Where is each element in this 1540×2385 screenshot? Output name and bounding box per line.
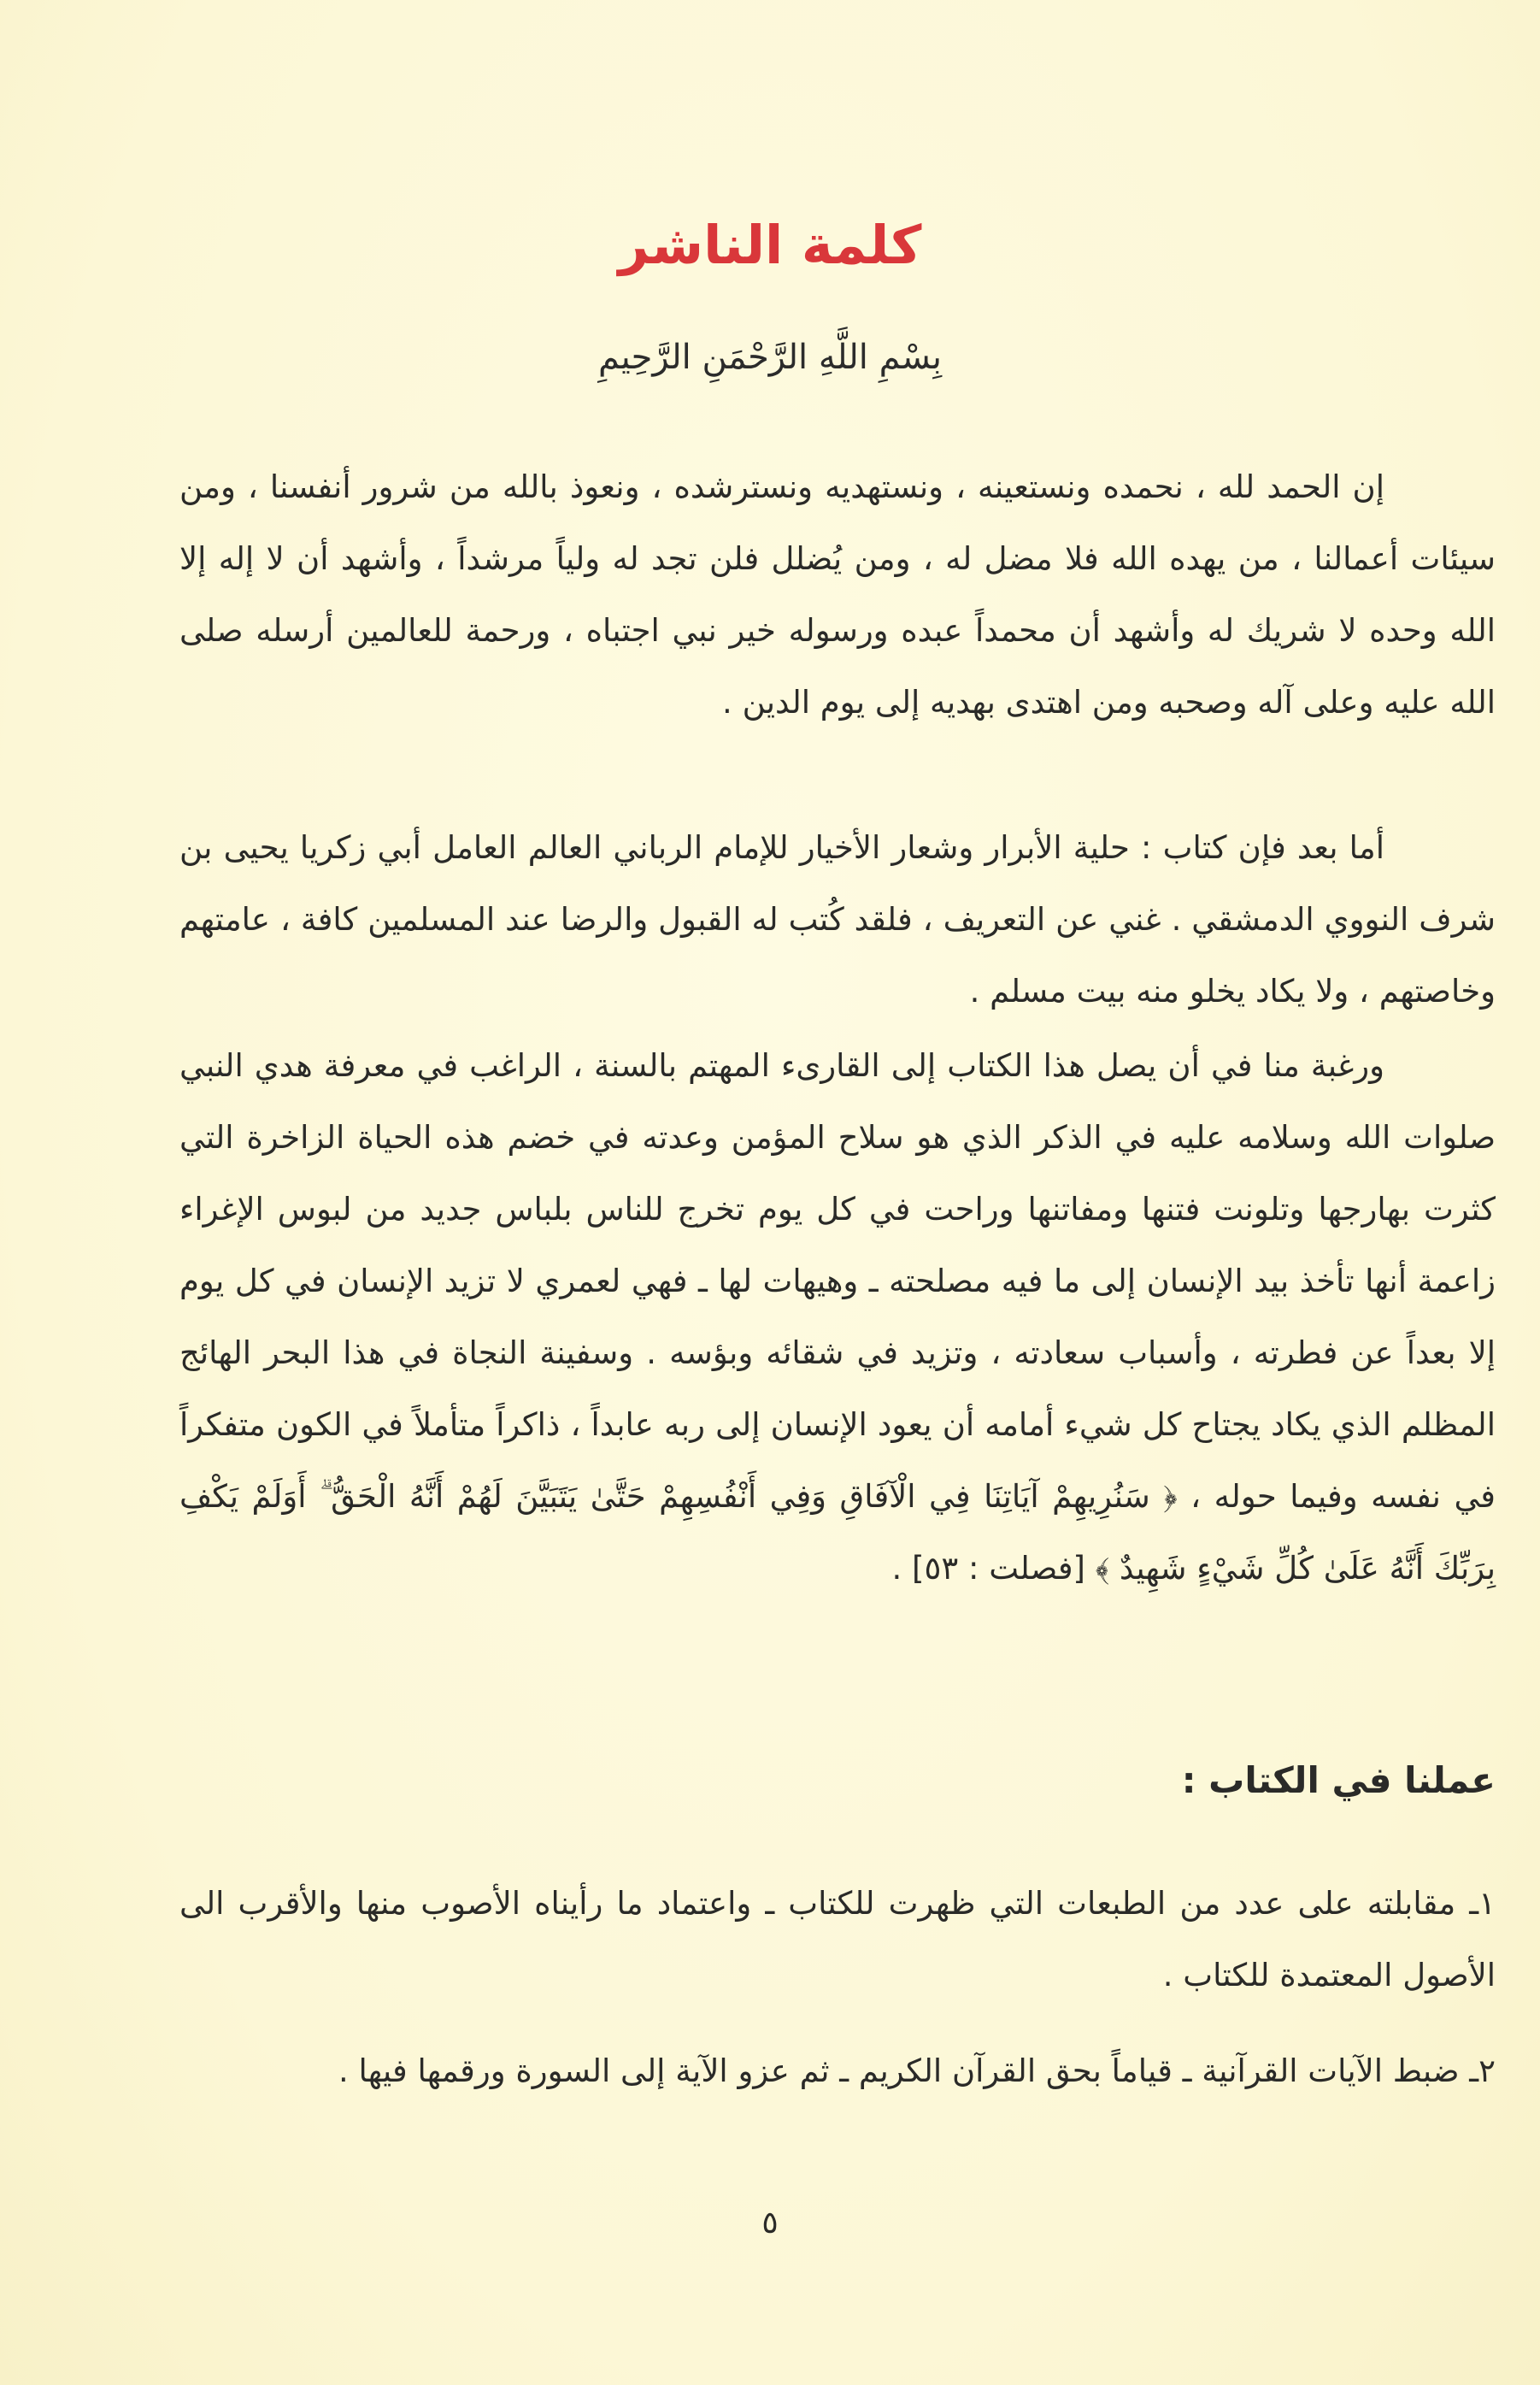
list-item: ٢ـ ضبط الآيات القرآنية ـ قياماً بحق القرآن الكريم ـ ثم عزو الآية إلى السورة ورقمها فيها .: [338, 2052, 1496, 2089]
list-item: ١ـ مقابلته على عدد من الطبعات التي ظهرت للكتاب ـ واعتماد ما رأيناه الأصوب منها والأقرب الى الأصول المعتمدة للكتاب .: [179, 1885, 1496, 1993]
paragraph-intro: [179, 451, 1496, 739]
paragraph-motivation: [179, 1030, 1496, 1605]
paragraph-body: ورغبة منا في أن يصل هذا الكتاب إلى القارىء المهتم بالسنة ، الراغب في معرفة هدي النبي صلوات الله وسلامه عليه في الذكر الذي هو سلاح المؤمن وعدته في خضم هذه الحياة الزاخرة التي كثرت بهارجها وتلونت فتنها ومفاتنها وراحت في كل يوم تخرج للناس بلباس جديد من لبوس الإغراء زاعمة أنها تأخذ بيد الإنسان إلى ما فيه مصلحته ـ وهيهات لها ـ فهي لعمري لا تزيد الإنسان في كل يوم إلا بعداً عن فطرته ، وأسباب سعادته ، وتزيد في شقائه وبؤسه . وسفينة النجاة في هذا البحر الهائج المظلم الذي يكاد يجتاح كل شيء أمامه أن يعود الإنسان إلى ربه عابداً ، ذاكراً متأملاً في الكون متفكراً في نفسه وفيما حوله ،: [179, 1047, 1496, 1515]
paragraph-book-intro: [179, 812, 1496, 1028]
quran-reference: [فصلت : ٥٣] .: [891, 1550, 1085, 1587]
basmala: بِسْمِ اللَّهِ الرَّحْمَنِ الرَّحِيمِ: [597, 338, 943, 377]
page-title: كلمة الناشر: [618, 214, 922, 276]
paragraph-text: إن الحمد لله ، نحمده ونستعينه ، ونستهديه ونسترشده ، ونعوذ بالله من شرور أنفسنا ، ومن سيئات أعمالنا ، من يهده الله فلا مضل له ، ومن يُضلل فلن تجد له ولياً مرشداً ، وأشهد أن لا إله إلا الله وحده لا شريك له وأشهد أن محمداً عبده ورسوله خير نبي اجتباه ، ورحمة للعالمين أرسله صلى الله عليه وعلى آله وصحبه ومن اهتدى بهديه إلى يوم الدين .: [179, 468, 1496, 721]
quran-verse: ﴿ سَنُرِيهِمْ آيَاتِنَا فِي الْآفَاقِ وَفِي أَنْفُسِهِمْ حَتَّىٰ يَتَبَيَّنَ لَهُمْ أَنَّهُ الْحَقُّ ۗ أَوَلَمْ يَكْفِ بِرَبِّكَ أَنَّهُ عَلَىٰ كُلِّ شَيْءٍ شَهِيدٌ ﴾: [179, 1478, 1496, 1587]
page-number: ٥: [761, 2205, 779, 2241]
section-title-our-work: عملنا في الكتاب :: [1181, 1759, 1496, 1801]
paragraph-text: [179, 1030, 1496, 1605]
work-list: [179, 1868, 1496, 2131]
paragraph-text: أما بعد فإن كتاب : حلية الأبرار وشعار الأخيار للإمام الرباني العالم العامل أبي زكريا يحيى بن شرف النووي الدمشقي . غني عن التعريف ، فلقد كُتب له القبول والرضا عند المسلمين كافة ، عامتهم وخاصتهم ، ولا يكاد يخلو منه بيت مسلم .: [179, 829, 1496, 1010]
